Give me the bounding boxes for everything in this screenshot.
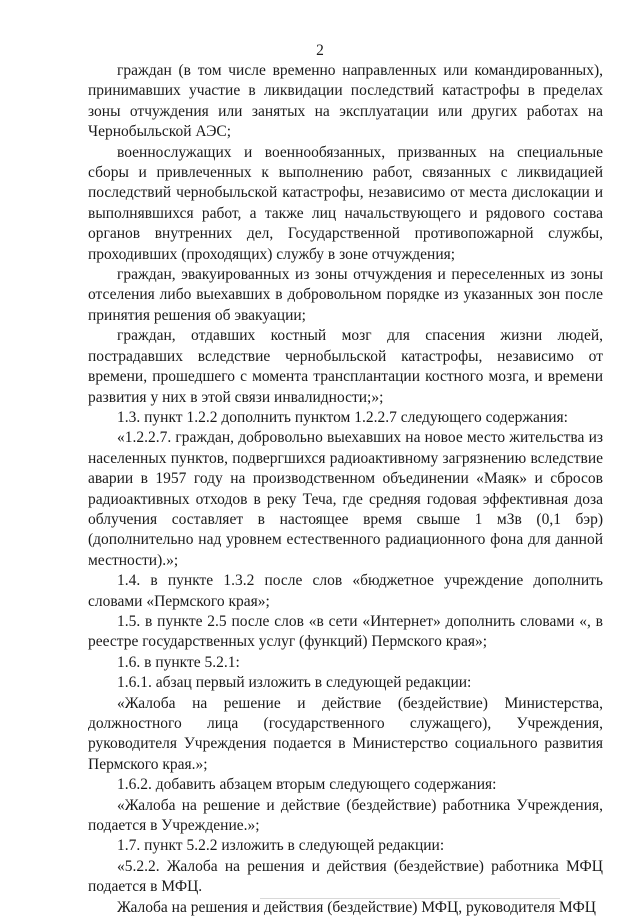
paragraph-complaint-mfc: Жалоба на решения и действия (бездействие) МФЦ, руководителя МФЦ [117, 898, 596, 916]
paragraph-item-1-6-1: 1.6.1. абзац первый изложить в следующей редакции: [117, 674, 472, 692]
paragraph-military: военнослужащих и военнообязанных, призванных на специальные сборы и привлеченных к выполнению работ, связанных с ликвидацией последствий чернобыльской катастрофы, независимо от места дислокации и выполнявшихся работ, а также лиц начальствующего и рядового состава органов внутренних дел, Государственной противопожарной службы, проходивших (проходящих) службу в зоне отчуждения; [88, 143, 603, 263]
paragraph-item-1-3: 1.3. пункт 1.2.2 дополнить пунктом 1.2.2.7 следующего содержания: [117, 408, 568, 426]
paragraph-complaint-institution: «Жалоба на решение и действие (бездействие) работника Учреждения, подается в Учреждение.»; [88, 796, 603, 835]
paragraph-item-5-2-2: «5.2.2. Жалоба на решения и действия (бездействие) работника МФЦ подается в МФЦ. [88, 857, 603, 896]
paragraph-item-1-4: 1.4. в пункте 1.3.2 после слов «бюджетное учреждение дополнить словами «Пермского края»; [88, 572, 603, 610]
paragraph-item-1-7: 1.7. пункт 5.2.2 изложить в следующей редакции: [117, 837, 445, 855]
document-body [88, 61, 603, 918]
paragraph-item-1-2-2-7: «1.2.2.7. граждан, добровольно выехавших на новое место жительства из населенных пунктов, подвергшихся радиоактивному загрязнению вследствие аварии в 1957 году на производственном объединении «Маяк» и сбросов радиоактивных отходов в реку Теча, где средняя годовая эффективная доза облучения составляет в настоящее время свыше 1 мЗв (0,1 бэр) (дополнительно над уровнем естественного радиационного фона для данной местности).»; [88, 429, 603, 569]
paragraph-item-1-5: 1.5. в пункте 2.5 после слов «в сети «Интернет» дополнить словами «, в реестре государственных услуг (функций) Пермского края»; [88, 612, 603, 651]
paragraph-item-1-6-2: 1.6.2. добавить абзацем вторым следующего содержания: [117, 776, 497, 794]
paragraph-evacuated: граждан, эвакуированных из зоны отчуждения и переселенных из зоны отселения либо выехавших в добровольном порядке из указанных зон после принятия решения об эвакуации; [88, 266, 603, 324]
paragraph-bone-marrow: граждан, отдавших костный мозг для спасения жизни людей, пострадавших вследствие чернобыльской катастрофы, независимо от времени, прошедшего с момента трансплантации костного мозга, и времени развития у них в этой связи инвалидности;»; [88, 327, 603, 406]
paragraph-liquidators: граждан (в том числе временно направленных или командированных), принимавших участие в ликвидации последствий катастрофы в пределах зоны отчуждения или занятых на эксплуатации или других работах на Чернобыльской АЭС; [88, 62, 603, 141]
page-number: 2 [316, 42, 324, 59]
paragraph-complaint-ministry: «Жалоба на решение и действие (бездействие) Министерства, должностного лица (государственного служащего), Учреждения, руководителя Учреждения подается в Министерство социального развития Пермского края.»; [88, 694, 603, 773]
bottom-divider [260, 898, 560, 899]
paragraph-item-1-6: 1.6. в пункте 5.2.1: [117, 653, 240, 671]
